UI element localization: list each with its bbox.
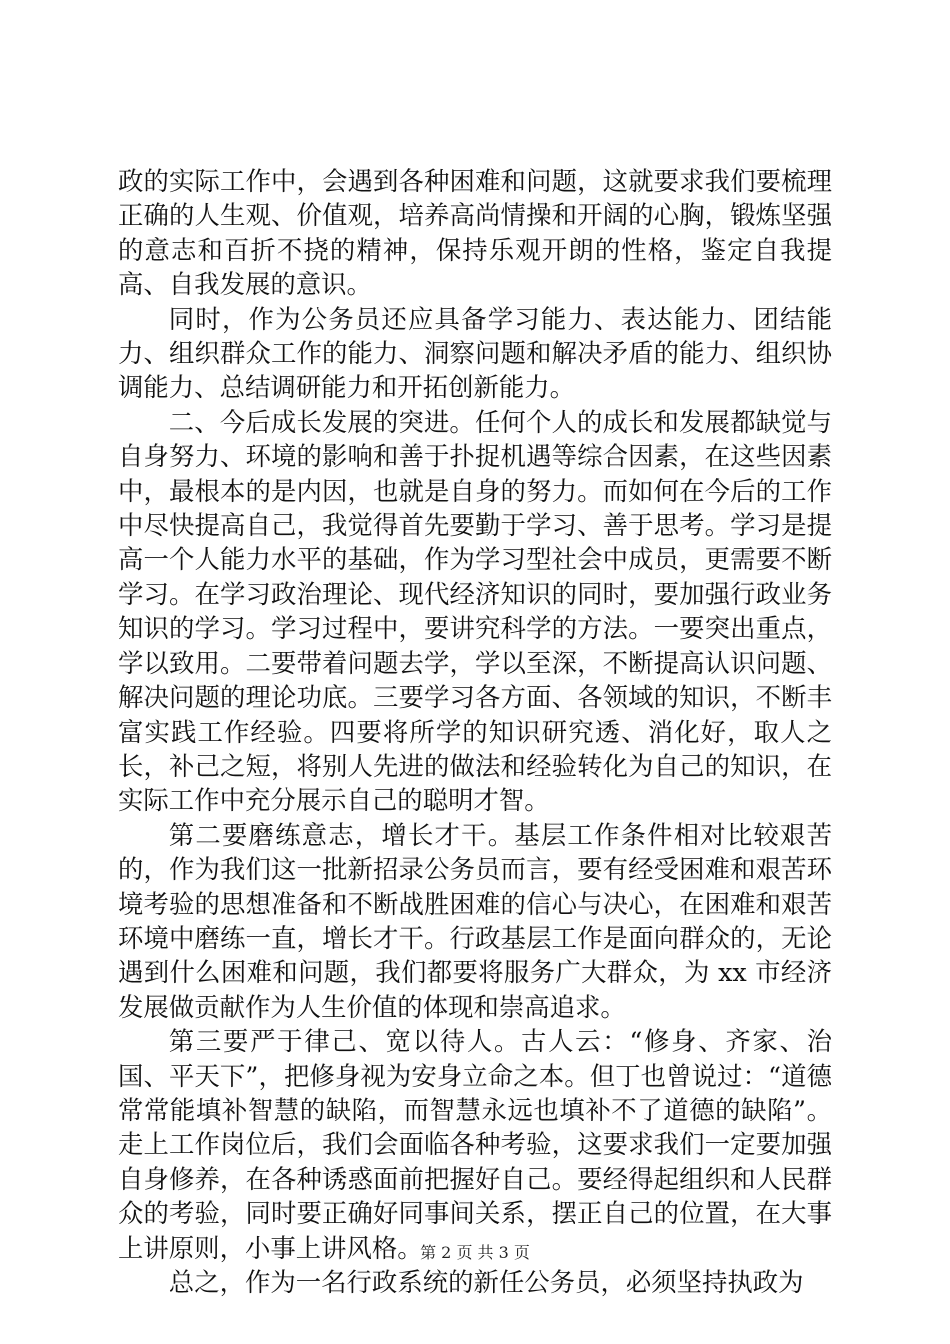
document-body	[118, 164, 832, 1299]
paragraph-6: 总之，作为一名行政系统的新任公务员，必须坚持执政为	[168, 1267, 804, 1297]
page-footer	[0, 1243, 950, 1263]
paragraph-1: 政的实际工作中，会遇到各种困难和问题，这就要求我们要梳理正确的人生观、价值观，培养高尚情操和开阔的心胸，锻炼坚强的意志和百折不挠的精神，保持乐观开朗的性格，鉴定自我提高、自我发展的意识。	[118, 166, 832, 300]
page-number-label: 第 2 页 共 3 页	[420, 1243, 530, 1262]
paragraph-4: 第二要磨练意志，增长才干。基层工作条件相对比较艰苦的，作为我们这一批新招录公务员而言，要有经受困难和艰苦环境考验的思想准备和不断战胜困难的信心与决心，在困难和艰苦环境中磨练一直，增长才干。行政基层工作是面向群众的，无论遇到什么困难和问题，我们都要将服务广大群众，为 xx 市经济发展做贡献作为人生价值的体现和崇高追求。	[118, 819, 832, 1022]
paragraph-5: 第三要严于律己、宽以待人。古人云：“修身、齐家、治国、平天下”，把修身视为安身立命之本。但丁也曾说过：“道德常常能填补智慧的缺陷，而智慧永远也填补不了道德的缺陷”。走上工作岗位后，我们会面临各种考验，这要求我们一定要加强自身修养，在各种诱惑面前把握好自己。要经得起组织和人民群众的考验，同时要正确好同事间关系，摆正自己的位置，在大事上讲原则，小事上讲风格。	[118, 1026, 832, 1263]
paragraph-2: 同时，作为公务员还应具备学习能力、表达能力、团结能力、组织群众工作的能力、洞察问题和解决矛盾的能力、组织协调能力、总结调研能力和开拓创新能力。	[118, 303, 832, 403]
paragraph-3: 二、今后成长发展的突进。任何个人的成长和发展都缺觉与自身努力、环境的影响和善于扑捉机遇等综合因素，在这些因素中，最根本的是内因，也就是自身的努力。而如何在今后的工作中尽快提高自己，我觉得首先要勤于学习、善于思考。学习是提高一个人能力水平的基础，作为学习型社会中成员，更需要不断学习。在学习政治理论、现代经济知识的同时，要加强行政业务知识的学习。学习过程中，要讲究科学的方法。一要突出重点，学以致用。二要带着问题去学，学以至深，不断提高认识问题、解决问题的理论功底。三要学习各方面、各领域的知识，不断丰富实践工作经验。四要将所学的知识研究透、消化好，取人之长，补己之短，将别人先进的做法和经验转化为自己的知识，在实际工作中充分展示自己的聪明才智。	[118, 406, 832, 816]
